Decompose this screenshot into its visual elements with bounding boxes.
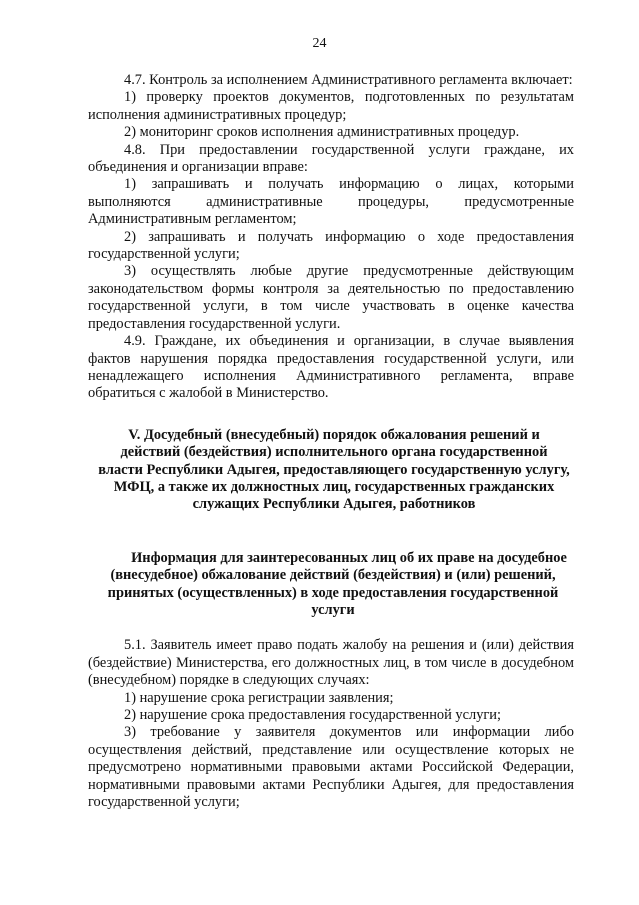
list-item-4-7-1: 1) проверку проектов документов, подготовленных по результатам исполнения административных процедур; [88, 89, 574, 123]
list-item-5-1-3: 3) требование у заявителя документов или информации либо осуществления действий, представление или осуществление которых не предусмотрено нормативными правовыми актами Российской Федерации, нормативными правовыми актами Республики Адыгея, для предоставления государственной услуги; [88, 724, 574, 811]
section-heading: V. Досудебный (внесудебный) порядок обжалования решений и действий (бездействия) исполнительного органа государственной власти Республики Адыгея, предоставляющего государственную услугу, МФЦ, а также их должностных лиц, государственных гражданских служащих Республики Адыгея, работников [98, 426, 570, 513]
paragraph-4-7: 4.7. Контроль за исполнением Административного регламента включает: [124, 72, 573, 88]
document-body [88, 72, 574, 811]
paragraph-5-1: 5.1. Заявитель имеет право подать жалобу на решения и (или) действия (бездействие) Министерства, его должностных лиц, в том числе в досудебном (внесудебном) порядке в следующих случаях: [88, 637, 574, 689]
list-item-4-7-2: 2) мониторинг сроков исполнения административных процедур. [124, 124, 520, 141]
list-item-4-8-3: 3) осуществлять любые другие предусмотренные действующим законодательством формы контроля за деятельностью по предоставлению государственной услуги, в том числе участвовать в оценке качества предоставления государственной услуги. [88, 263, 574, 332]
control-section [88, 72, 574, 403]
paragraph-4-9: 4.9. Граждане, их объединения и организации, в случае выявления фактов нарушения порядка предоставления государственной услуги, или ненадлежащего исполнения Административного регламента, вправе обратиться с жалобой в Министерство. [88, 333, 574, 402]
page-number: 24 [312, 36, 327, 51]
appeal-section [88, 637, 574, 811]
list-item-4-8-2: 2) запрашивать и получать информацию о ходе предоставления государственной услуги; [88, 228, 574, 263]
list-item-5-1-1: 1) нарушение срока регистрации заявления; [124, 689, 394, 706]
paragraph-4-8: 4.8. При предоставлении государственной услуги граждане, их объединения и организации вправе: [88, 141, 574, 176]
list-item-5-1-2: 2) нарушение срока предоставления государственной услуги; [124, 707, 501, 723]
list-item-4-8-1: 1) запрашивать и получать информацию о лицах, которыми выполняются административные процедуры, предусмотренные Административным регламентом; [88, 176, 574, 228]
subsection-heading: Информация для заинтересованных лиц об их праве на досудебное (внесудебное) обжалование действий (бездействия) и (или) решений, принятых (осуществленных) в ходе предоставления государственной услуги [107, 549, 567, 618]
